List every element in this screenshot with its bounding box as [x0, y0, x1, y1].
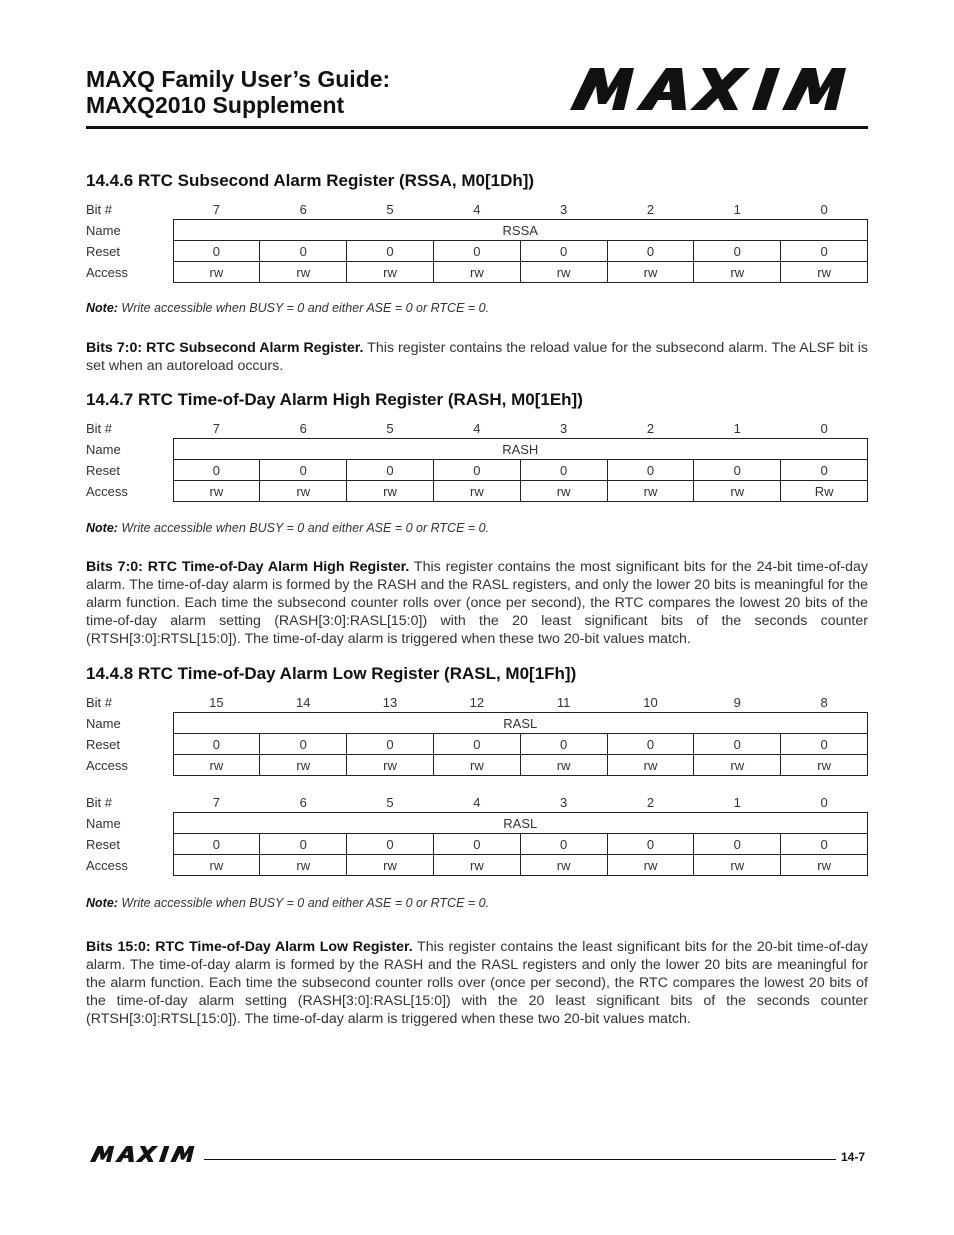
bit-number: 11 [556, 694, 571, 710]
header-rule [86, 126, 868, 129]
bit-number: 3 [560, 201, 568, 217]
access-value: rw [347, 855, 434, 876]
reset-value: 0 [694, 734, 781, 755]
bit-number: 13 [382, 694, 398, 710]
bit-number: 1 [733, 201, 741, 217]
register-name: RASL [173, 713, 868, 734]
bit-number: 9 [733, 694, 741, 710]
reset-value: 0 [260, 834, 347, 855]
note-rash [86, 521, 489, 535]
bit-number: 6 [299, 420, 307, 436]
reset-value: 0 [607, 734, 694, 755]
description-lead: Bits 15:0: RTC Time-of-Day Alarm Low Register. [86, 939, 413, 955]
row-label-access: Access [86, 264, 128, 280]
bit-number: 2 [646, 201, 655, 217]
description-rash [86, 558, 868, 648]
access-value: rw [173, 755, 260, 776]
footer-rule [204, 1159, 836, 1160]
bit-number: 6 [299, 794, 307, 810]
access-value: rw [694, 262, 781, 283]
row-label-reset: Reset [86, 243, 120, 259]
access-value: rw [694, 481, 781, 502]
note-text: Write accessible when BUSY = 0 and either ASE = 0 or RTCE = 0. [117, 521, 490, 535]
access-value: rw [607, 481, 694, 502]
register-name: RSSA [173, 220, 868, 241]
access-value: rw [607, 855, 694, 876]
bit-number: 7 [212, 201, 221, 217]
note-text: Write accessible when BUSY = 0 and either ASE = 0 or RTCE = 0. [117, 896, 490, 910]
reset-value: 0 [173, 734, 260, 755]
row-label-access: Access [86, 757, 128, 773]
bit-number: 1 [733, 420, 741, 436]
register-name: RASH [173, 439, 868, 460]
bit-number: 10 [643, 694, 658, 710]
reset-value: 0 [781, 734, 868, 755]
access-value: Rw [781, 481, 868, 502]
reset-value: 0 [607, 834, 694, 855]
reset-value: 0 [173, 834, 260, 855]
bit-number: 2 [646, 420, 655, 436]
document-title [86, 66, 390, 118]
note-label: Note: [86, 301, 118, 315]
section-heading-rssa: 14.4.6 RTC Subsecond Alarm Register (RSSA, M0[1Dh]) [86, 171, 535, 190]
bit-number: 4 [473, 420, 481, 436]
bit-number: 12 [469, 694, 485, 710]
note-label: Note: [86, 521, 118, 535]
reset-value: 0 [694, 834, 781, 855]
row-label-bit: Bit # [86, 420, 113, 436]
access-value: rw [607, 262, 694, 283]
bit-number: 4 [473, 201, 481, 217]
access-value: rw [433, 262, 520, 283]
bit-number: 1 [733, 794, 741, 810]
bit-number: 3 [560, 420, 568, 436]
register-table-rasl-low [86, 792, 868, 876]
description-lead: Bits 7:0: RTC Time-of-Day Alarm High Register. [86, 559, 410, 575]
bit-number: 15 [209, 694, 224, 710]
access-value: rw [694, 855, 781, 876]
access-value: rw [173, 262, 260, 283]
access-value: rw [520, 262, 607, 283]
page-number: 14-7 [841, 1150, 866, 1164]
description-body: This register contains the most significant bits for the 24-bit time-of-day alarm. The time-of-day alarm is formed by the RASH and the RASL registers, and only the lower 20 bits is meaningful for the alarm function. Each time the subsecond counter rolls over (once per second), the RTC compares the lowest 20 bits of the time-of-day alarm setting (RASH[3:0]:RASL[15:0]) with the 20 least significant bits of the seconds counter (RTSH[3:0]:RTSL[15:0]). The time-of-day alarm is triggered when these two 20-bit values match. [86, 559, 869, 647]
access-value: rw [433, 481, 520, 502]
section-heading-rasl: 14.4.8 RTC Time-of-Day Alarm Low Register (RASL, M0[1Fh]) [86, 664, 577, 683]
row-label-name: Name [86, 715, 121, 731]
bit-number: 5 [386, 420, 394, 436]
reset-value: 0 [347, 460, 434, 481]
bit-number: 14 [295, 694, 311, 710]
maxim-logo [570, 68, 866, 110]
bit-number: 4 [473, 794, 481, 810]
note-label: Note: [86, 896, 118, 910]
bit-number: 7 [212, 420, 221, 436]
reset-value: 0 [433, 834, 520, 855]
access-value: rw [347, 481, 434, 502]
row-label-name: Name [86, 441, 121, 457]
reset-value: 0 [260, 460, 347, 481]
row-label-reset: Reset [86, 836, 120, 852]
bit-number: 2 [646, 794, 655, 810]
footer-maxim-logo [90, 1146, 202, 1162]
access-value: rw [781, 262, 868, 283]
bit-number: 3 [560, 794, 568, 810]
access-value: rw [347, 755, 434, 776]
register-table-rasl-high [86, 692, 868, 776]
reset-value: 0 [520, 460, 607, 481]
note-rssa [86, 301, 489, 315]
register-table-rash [86, 418, 868, 502]
bit-number: 5 [386, 794, 394, 810]
access-value: rw [781, 855, 868, 876]
reset-value: 0 [347, 834, 434, 855]
reset-value: 0 [694, 460, 781, 481]
row-label-bit: Bit # [86, 694, 113, 710]
access-value: rw [694, 755, 781, 776]
bit-number: 6 [299, 201, 307, 217]
note-text: Write accessible when BUSY = 0 and either ASE = 0 or RTCE = 0. [117, 301, 490, 315]
access-value: rw [607, 755, 694, 776]
access-value: rw [260, 481, 347, 502]
reset-value: 0 [694, 241, 781, 262]
reset-value: 0 [173, 241, 260, 262]
row-label-access: Access [86, 483, 128, 499]
description-rssa [86, 339, 868, 375]
reset-value: 0 [260, 241, 347, 262]
access-value: rw [173, 481, 260, 502]
bit-number: 0 [820, 420, 828, 436]
row-label-bit: Bit # [86, 201, 113, 217]
access-value: rw [433, 755, 520, 776]
bit-number: 5 [386, 201, 394, 217]
description-rasl [86, 938, 868, 1028]
reset-value: 0 [173, 460, 260, 481]
access-value: rw [173, 855, 260, 876]
row-label-access: Access [86, 857, 128, 873]
title-line-1: MAXQ Family User’s Guide: [86, 66, 391, 92]
reset-value: 0 [607, 460, 694, 481]
reset-value: 0 [781, 834, 868, 855]
access-value: rw [520, 855, 607, 876]
title-line-2: MAXQ2010 Supplement [86, 92, 345, 118]
section-heading-rash: 14.4.7 RTC Time-of-Day Alarm High Register (RASH, M0[1Eh]) [86, 390, 583, 409]
register-name: RASL [173, 813, 868, 834]
row-label-reset: Reset [86, 462, 120, 478]
reset-value: 0 [433, 734, 520, 755]
reset-value: 0 [520, 734, 607, 755]
access-value: rw [781, 755, 868, 776]
bit-number: 8 [820, 694, 828, 710]
reset-value: 0 [520, 834, 607, 855]
reset-value: 0 [347, 241, 434, 262]
row-label-name: Name [86, 815, 121, 831]
reset-value: 0 [260, 734, 347, 755]
row-label-bit: Bit # [86, 794, 113, 810]
bit-number: 0 [820, 201, 828, 217]
row-label-name: Name [86, 222, 121, 238]
description-body: This register contains the reload value for the subsecond alarm. The ALSF bit is set when an autoreload occurs. [86, 340, 868, 374]
reset-value: 0 [781, 460, 868, 481]
reset-value: 0 [347, 734, 434, 755]
access-value: rw [520, 481, 607, 502]
reset-value: 0 [520, 241, 607, 262]
access-value: rw [260, 755, 347, 776]
reset-value: 0 [607, 241, 694, 262]
row-label-reset: Reset [86, 736, 120, 752]
access-value: rw [433, 855, 520, 876]
reset-value: 0 [433, 460, 520, 481]
reset-value: 0 [433, 241, 520, 262]
access-value: rw [520, 755, 607, 776]
register-table-rssa [86, 199, 868, 283]
bit-number: 0 [820, 794, 828, 810]
reset-value: 0 [781, 241, 868, 262]
note-rasl [86, 896, 489, 910]
access-value: rw [347, 262, 434, 283]
access-value: rw [260, 855, 347, 876]
access-value: rw [260, 262, 347, 283]
description-body: This register contains the least significant bits for the 20-bit time-of-day alarm. The time-of-day alarm is formed by the RASH and the RASL registers and only the lower 20 bits are meaningful for the alarm function. Each time the subsecond counter rolls over (once per second), the RTC compares the lowest 20 bits of the time-of-day alarm setting (RASH[3:0]:RASL[15:0]) with the 20 least significant bits of the seconds counter (RTSH[3:0]:RTSL[15:0]). The time-of-day alarm is triggered when these two 20-bit values match. [86, 939, 869, 1027]
bit-number: 7 [212, 794, 221, 810]
description-lead: Bits 7:0: RTC Subsecond Alarm Register. [86, 340, 364, 356]
